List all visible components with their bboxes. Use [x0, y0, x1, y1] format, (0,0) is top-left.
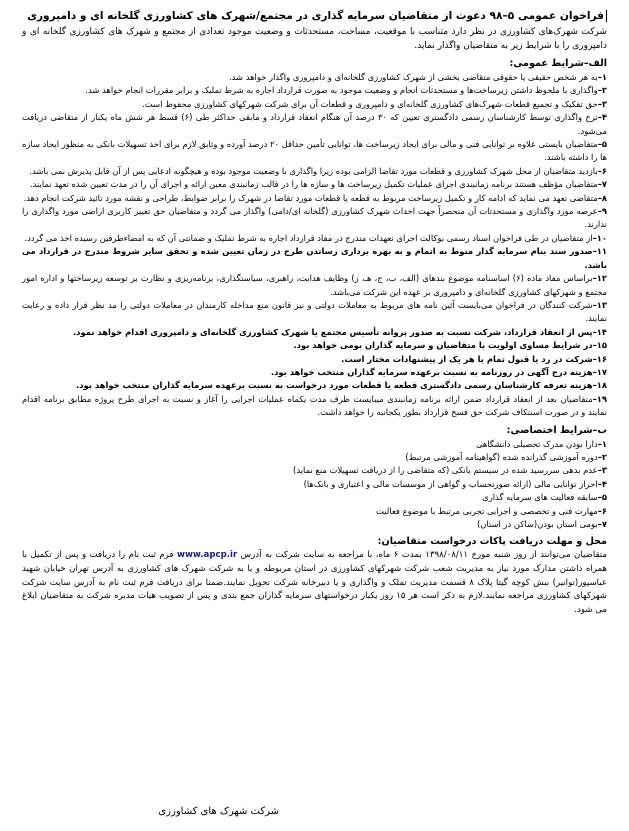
special-condition-item-text: دوره آموزشی گذرانده شده (گواهینامه آموزشی مرتبط) [405, 451, 598, 462]
general-condition-item-number: ۱۵– [592, 340, 607, 351]
special-condition-item-text: دارا بودن مدرک تحصیلی دانشگاهی [475, 438, 598, 449]
special-condition-item-number: ۷– [597, 519, 607, 529]
notice-intro: شرکت شهرک‌های کشاورزی در نظر دارد متناسب با موقعیت، مساحت، مستحدثات و وضعیت موجود تعدادی از مجتمع و شهرک های کشاورزی گلخانه ای و دامپروری را با شرایط زیر به متقاضیان واگذار نماید. [22, 27, 607, 51]
general-condition-item [22, 111, 607, 138]
special-condition-item-text: سابقه فعالیت های سرمایه گذاری [482, 492, 598, 503]
deadline-text-after: فرم ثبت نام را دریافت و پس از تکمیل با همراه داشتن مدارک مورد نیاز به مدیریت شعب شرکت شهرکهای کشاورزی در استان مربوطه و یا به شرکت شهرک های کشاورزی به آدرس تهران خیابان شهید عباسپور(توانیر) نبش کوچه گیتا پلاک ۸ قسمت مدیریت تملک و واگذاری و یا دبیرخانه شرکت تحویل نمایند.ضمنا برای دریافت فرم ثبت نام به آدرس سایت شرکت شهرکهای کشاورزی مراجعه نمایند.لازم به ذکر است هر ۱۵ روز یکبار درخواستهای سرمایه گذاران جمع بندی و پس از تصویب هیات مدیره شرکت به متقاضیان ابلاغ می شود. [22, 550, 608, 615]
special-condition-item-number: ۱– [597, 438, 607, 449]
general-condition-item-text: متقاضی تعهد می نماید که ادامه کار و تکمیل زیرساخت مربوط به قطعه یا قطعات مورد تقاضا در شهرک را برابر ضوابط، طراحی و نقشه مورد تائید شرکت انجام دهد. [23, 192, 598, 203]
deadline-heading: محل و مهلت دریافت پاکات درخواست متقاضیان: [377, 536, 607, 548]
notice-title: فراخوان عمومی ۵–۹۸ دعوت از متقاضیان سرمایه گذاری در مجتمع/شهرک های کشاورزی گلخانه ای و دامپروری [22, 8, 607, 24]
general-condition-item [22, 245, 607, 272]
special-condition-item-number: ۳– [597, 465, 607, 476]
general-condition-item-number: ۴– [597, 112, 607, 123]
general-condition-item-number: ۵– [597, 139, 608, 150]
special-condition-item-number: ۲– [597, 451, 607, 462]
general-condition-item-text: واگذاری با ملحوظ داشتن زیرساخت‌ها و مستحدثات انجام و وضعیت موجود به صورت قرارداد اجاره به شرط تملیک و برابر مقررات انجام خواهد شد. [85, 85, 598, 96]
general-condition-item [22, 205, 607, 232]
deadline-paragraph [22, 549, 607, 617]
general-condition-item-number: ۶– [597, 165, 607, 176]
general-condition-item [22, 192, 607, 205]
general-condition-item [22, 71, 607, 84]
general-condition-item-number: ۱۶– [592, 353, 607, 364]
general-condition-item-number: ۳– [597, 98, 607, 109]
general-condition-item-number: ۱۲– [592, 273, 607, 284]
special-conditions-list [22, 438, 607, 532]
special-conditions-heading: ب–شرایط اختصاصی: [506, 424, 607, 436]
general-condition-item-text: به هر شخص حقیقی یا حقوقی متقاضی بخشی از شهرک کشاورزی گلخانه‌ای و دامپروری واگذار خواهد شد. [228, 72, 598, 82]
general-condition-item-text: حق تفکیک و تجمیع قطعات شهرک‌های کشاورزی گلخانه‌ای و دامپروری و قطعات آن برای شرکت شهرکهای کشاورزی محفوظ است. [142, 98, 598, 109]
general-condition-item [22, 138, 607, 165]
general-condition-item [22, 84, 607, 97]
special-condition-item-text: عدم بدهی سررسید شده در سیستم بانکی (که متقاضی را از دریافت تسهیلات منع نماید) [293, 465, 598, 476]
general-condition-item-number: ۱– [597, 72, 607, 82]
special-condition-item-number: ۶– [597, 505, 607, 516]
text-cursor [606, 10, 607, 22]
general-condition-item-number: ۷– [597, 179, 607, 190]
general-condition-item-text: در شرایط مساوی اولویت با متقاضیان و سرمایه گذاران بومی خواهد بود. [293, 340, 593, 351]
general-condition-item-number: ۱۴– [592, 326, 607, 337]
deadline-text-before: متقاضیان می‌توانند از روز شنبه مورخ ۱۳۹۸/۰۸/۱۱ بمدت ۶ ماه، با مراجعه به سایت شرکت به آدرس [240, 550, 608, 561]
general-condition-item [22, 379, 607, 392]
special-condition-item-text: بومی استان بودن(ساکن در استان) [476, 519, 598, 529]
general-condition-item [22, 299, 607, 326]
general-condition-item-text: شرکت کنندگان در فراخوان می‌بایست آئین نامه های مربوط به معاملات دولتی و نیز قانون منع مداخله کارمندان در معاملات دولتی را مد نظر قرار داده و رعایت نمایند. [22, 299, 607, 324]
company-signature: شرکت شهرک های کشاورزی [158, 806, 279, 817]
special-condition-item [22, 478, 607, 491]
general-condition-item-number: ۹– [597, 206, 607, 217]
special-condition-item-number: ۴– [597, 478, 607, 489]
website-link[interactable]: www.apcp.ir [177, 550, 238, 561]
general-condition-item-number: ۸– [597, 192, 607, 203]
general-condition-item [22, 178, 607, 191]
general-condition-item-text: متقاضیان مؤظف هستند برنامه زمانبندی اجرای عملیات تکمیل زیرساخت ها و سازه ها را در قالب زمانبندی معین ارائه و اجرای آن را در مدت تعیین شده تعهد نمایند. [29, 179, 598, 190]
general-condition-item-number: ۱۰– [592, 232, 607, 243]
general-condition-item [22, 272, 607, 299]
special-condition-item [22, 438, 607, 451]
special-condition-item [22, 464, 607, 477]
special-condition-item [22, 491, 607, 504]
general-condition-item-text: متقاضیان بایستی علاوه بر توانایی فنی و مالی برای ایجاد زیرساخت ها، توانایی تأمین حداقل ۲۰ درصد آورده و وثایق لازم برای اخذ تسهیلات بانکی به منظور ایجاد سازه ها را داشته باشند. [22, 139, 607, 163]
general-condition-item-text: براساس مفاد ماده (۶) اساسنامه موضوع بندهای (الف، ب، ج، هـ، ز) وظایف هدایت، راهبری، سیاستگذاری، برنامه‌ریزی و نظارت بر توسعه زیرساختها و اداره امور مجتمع و شهرکهای کشاورزی گلخانه‌ای و دامپروری بر عهده این شرکت می‌باشد. [22, 273, 607, 297]
general-condition-item-text: هزینه درج آگهی در روزنامه به نسبت برعهده سرمایه گذاران منتخب خواهد بود. [270, 366, 593, 377]
general-condition-item [22, 353, 607, 366]
general-condition-item-text: پس از انعقاد قرارداد، شرکت نسبت به صدور پروانه تأسیس مجتمع یا شهرک کشاورزی گلخانه‌ای و دامپروری اقدام خواهد نمود. [73, 326, 593, 337]
general-conditions-heading: الف–شرایط عمومی: [509, 58, 607, 69]
general-condition-item-text: هزینه تعرفه کارشناسان رسمی دادگستری قطعه یا قطعات مورد درخواست به نسبت برعهده سرمایه گذاران منتخب خواهد بود. [76, 380, 593, 391]
general-condition-item [22, 366, 607, 379]
general-condition-item-text: شرکت در رد یا قبول تمام یا هر یک از پیشنهادات مختار است. [341, 353, 593, 364]
general-condition-item [22, 393, 607, 420]
general-condition-item-number: ۱۱– [592, 246, 607, 257]
general-condition-item-text: متقاضیان بعد از انعقاد قرارداد ضمن ارائه برنامه زمانبندی میبایست ظرف مدت یکماه عملیات اجرایی را آغاز و نسبت به اجرای طرح پروژه مطابق برنامه اقدام نمایند و در صورت استنکاف شرکت حق فسخ قرارداد بطور یکجانبه را خواهد داشت. [22, 393, 607, 418]
general-condition-item-number: ۱۳– [592, 299, 607, 310]
general-condition-item-number: ۱۹– [592, 393, 607, 404]
general-condition-item-text: از متقاضیان در طی فراخوان اسناد رسمی بوکالت اجرای تعهدات مندرج در مفاد قرارداد اجاره به شرط تملیک و ضمانتی آن که به امضاءطرفین رسیده اخذ می گردد. [24, 232, 593, 243]
general-condition-item-text: بازدید متقاضیان از محل شهرک کشاورزی و قطعات مورد تقاضا الزامی بوده زیرا واگذاری با وضعیت موجود بوده و هیچگونه ادعایی پس از آن قابل پذیرش نمی باشد. [29, 165, 598, 176]
general-condition-item [22, 98, 607, 111]
general-condition-item-number: ۲– [597, 85, 607, 96]
special-condition-item [22, 518, 607, 531]
general-condition-item [22, 232, 607, 245]
general-condition-item [22, 339, 607, 352]
general-condition-item-text: صدور سند بنام سرمایه گذار منوط به اتمام و به بهره برداری رساندن طرح در زمان تعیین شده و تحقق سایر شروط مندرج در قرارداد می باشد. [22, 246, 607, 270]
general-condition-item-number: ۱۷– [592, 366, 607, 377]
special-condition-item-text: مهارت فنی و تخصصی و اجرایی تجربی مرتبط با موضوع فعالیت [376, 505, 598, 516]
special-condition-item-number: ۵– [597, 492, 607, 503]
general-condition-item-number: ۱۸– [592, 380, 607, 391]
general-condition-item [22, 326, 607, 339]
special-condition-item-text: احراز توانایی مالی (ارائه صورتحساب و گواهی از موسسات مالی و اعتباری و بانک‌ها) [303, 478, 598, 489]
general-condition-item-text: عرصه مورد واگذاری و مستحدثات آن منحصراً جهت احداث شهرک کشاورزی (گلخانه ای/دامی) واگذار می گردد و متقاضیان حق تغییر کاربری اراضی مورد واگذاری را ندارند. [22, 206, 607, 230]
general-conditions-list [22, 71, 607, 420]
general-condition-item-text: نرخ واگذاری توسط کارشناسان رسمی دادگستری تعیین که ۳۰ درصد آن هنگام انعقاد قرارداد و مابقی حداکثر طی (۶) قسط هر شش ماه یکبار از متقاضی دریافت می‌شود. [22, 112, 607, 136]
general-condition-item [22, 165, 607, 178]
special-condition-item [22, 451, 607, 464]
special-condition-item [22, 505, 607, 518]
